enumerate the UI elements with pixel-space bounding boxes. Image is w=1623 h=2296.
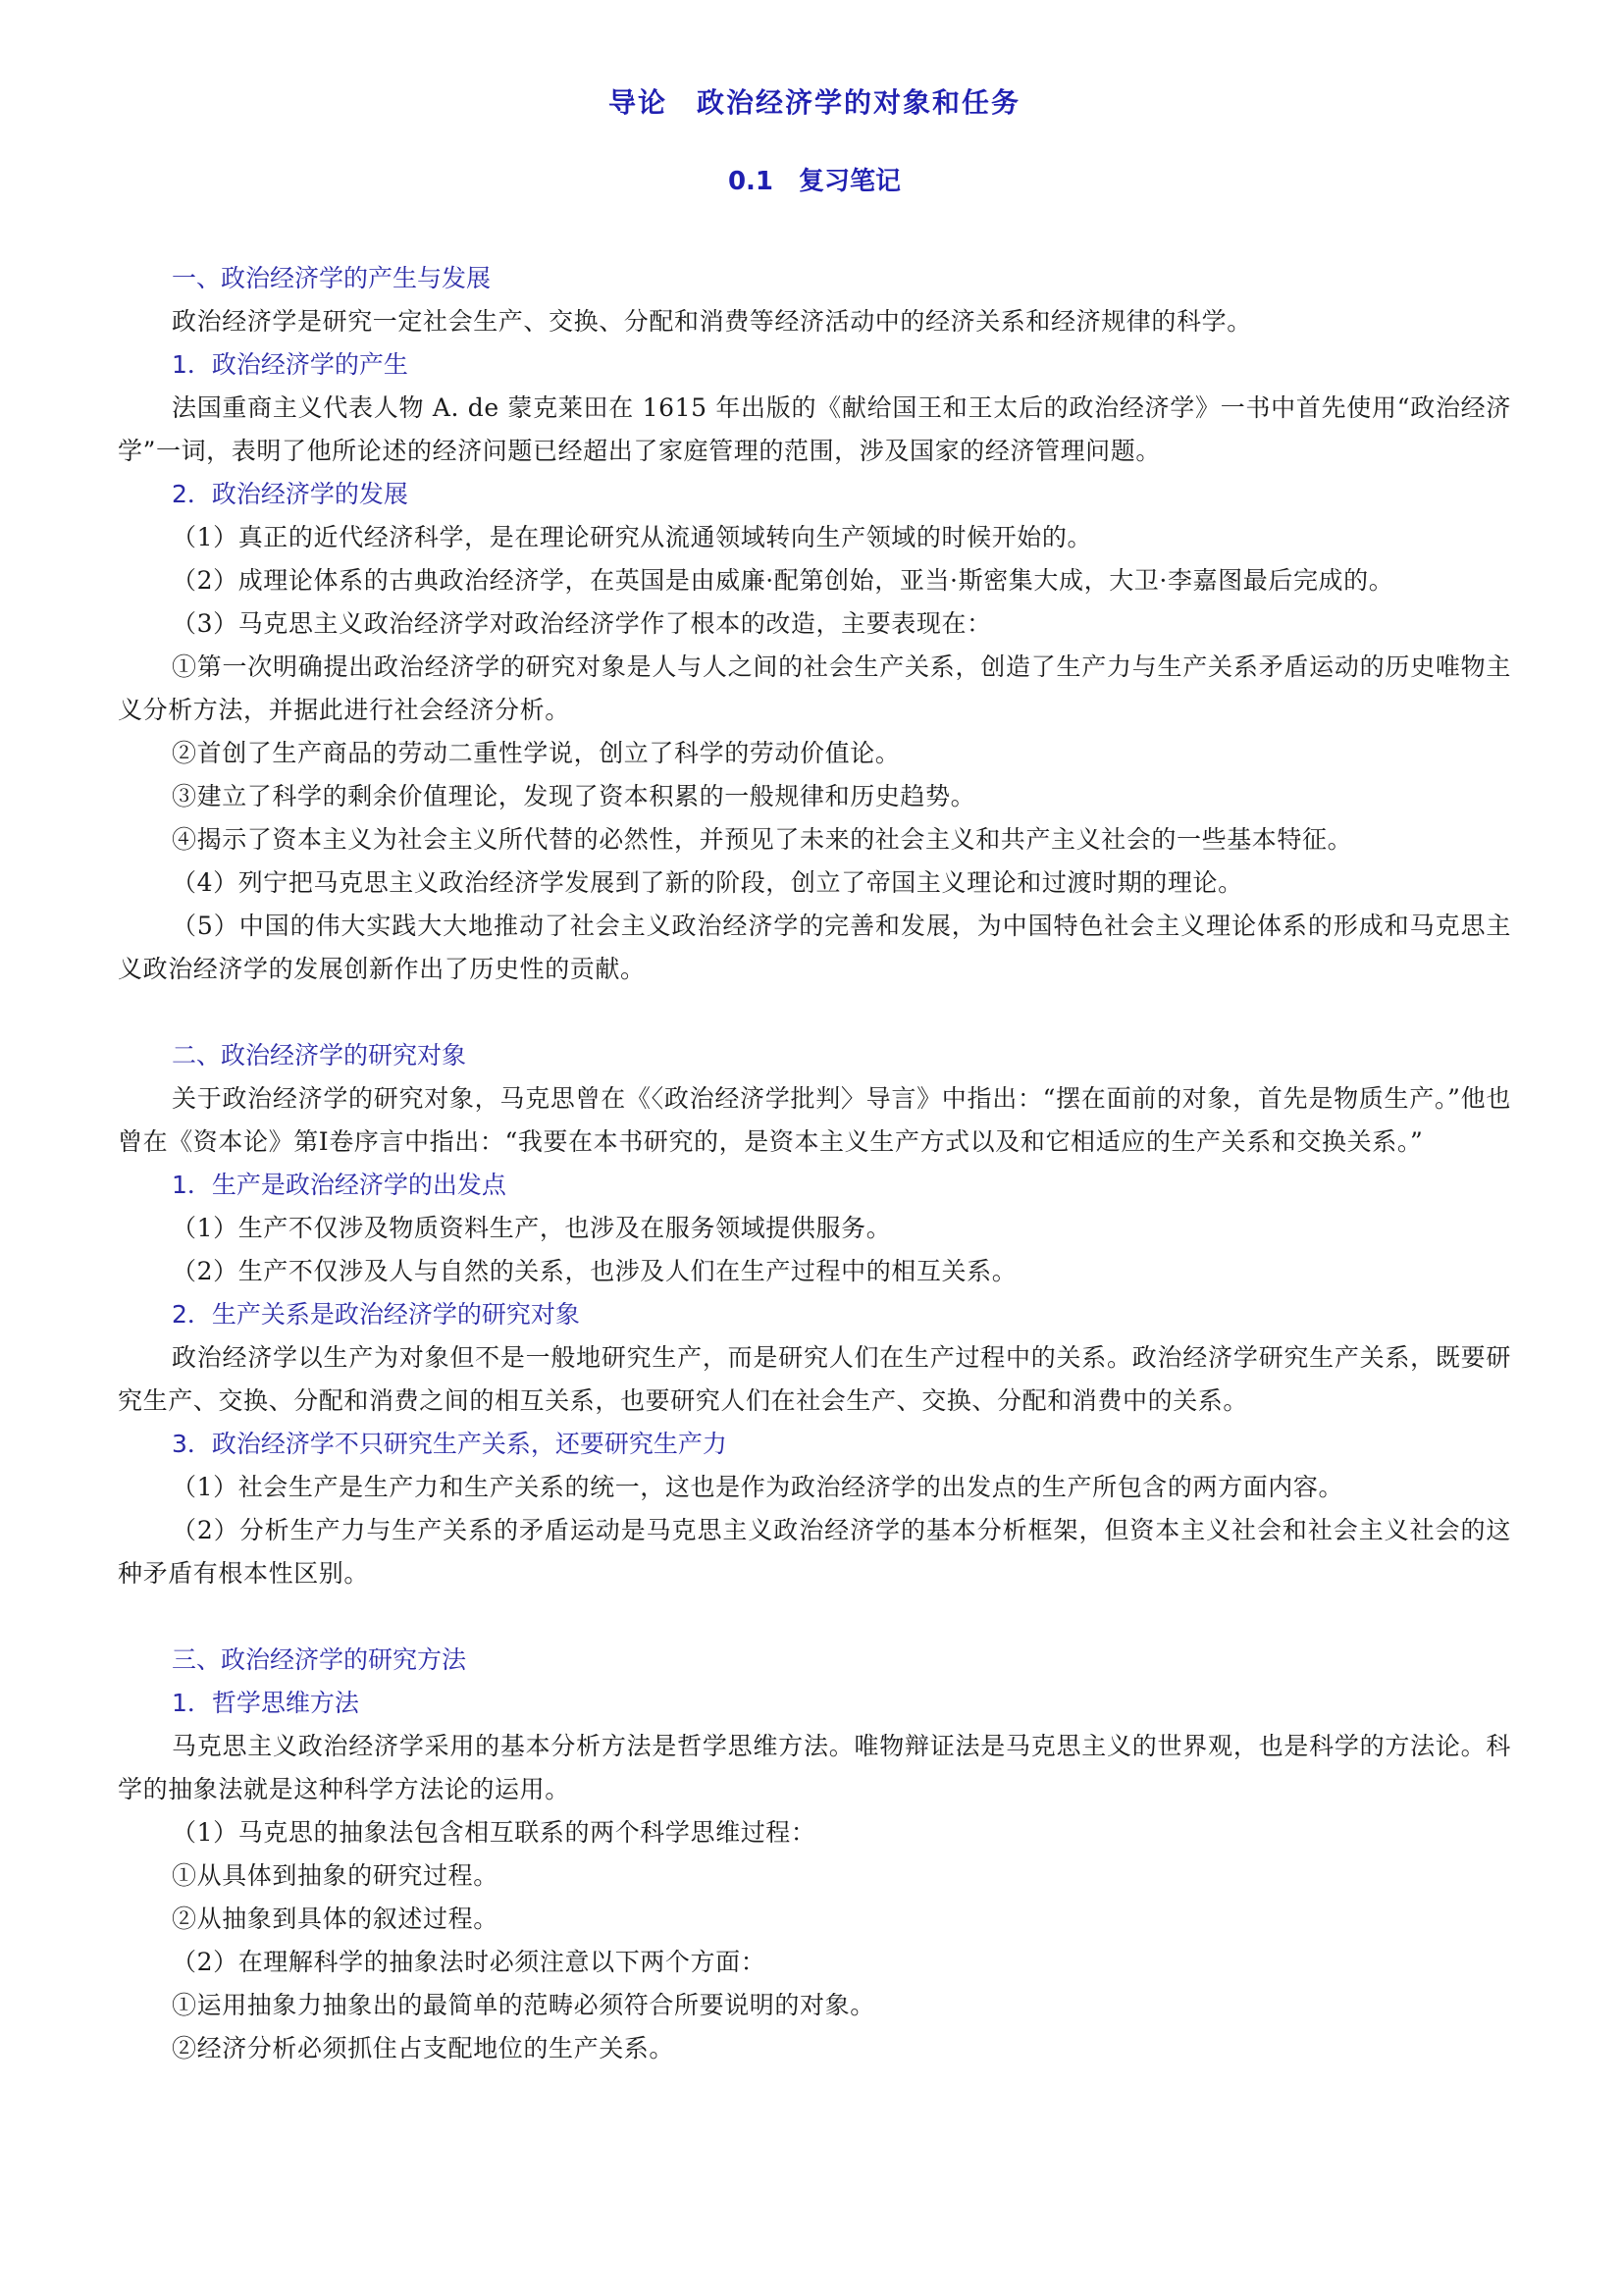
subsection-heading: 1．哲学思维方法 xyxy=(172,1689,359,1717)
document-subtitle: 0.1 复习笔记 xyxy=(727,167,902,196)
paragraph: ③建立了科学的剩余价值理论，发现了资本积累的一般规律和历史趋势。 xyxy=(172,782,976,810)
section-heading: 一、政治经济学的产生与发展 xyxy=(172,264,492,292)
paragraph: （2）在理解科学的抽象法时必须注意以下两个方面： xyxy=(172,1948,766,1976)
paragraph: 政治经济学是研究一定社会生产、交换、分配和消费等经济活动中的经济关系和经济规律的科学。 xyxy=(172,307,1252,336)
paragraph: （4）列宁把马克思主义政治经济学发展到了新的阶段，创立了帝国主义理论和过渡时期的理论。 xyxy=(172,868,1243,897)
paragraph: （1）生产不仅涉及物质资料生产，也涉及在服务领域提供服务。 xyxy=(172,1214,892,1242)
subsection-heading: 2．政治经济学的发展 xyxy=(172,480,408,508)
paragraph: ①从具体到抽象的研究过程。 xyxy=(172,1861,498,1890)
section-heading: 二、政治经济学的研究对象 xyxy=(172,1041,467,1070)
paragraph: 政治经济学以生产为对象但不是一般地研究生产，而是研究人们在生产过程中的关系。政治经济学研究生产关系，既要研究生产、交换、分配和消费之间的相互关系，也要研究人们在社会生产、交换、分配和消费中的关系。 xyxy=(118,1343,1511,1415)
paragraph: （1）真正的近代经济科学，是在理论研究从流通领域转向生产领域的时候开始的。 xyxy=(172,523,1093,551)
paragraph: （2）成理论体系的古典政治经济学，在英国是由威廉·配第创始，亚当·斯密集大成，大卫·李嘉图最后完成的。 xyxy=(172,566,1394,595)
subsection-heading: 1．政治经济学的产生 xyxy=(172,350,408,379)
paragraph: 马克思主义政治经济学采用的基本分析方法是哲学思维方法。唯物辩证法是马克思主义的世界观，也是科学的方法论。科学的抽象法就是这种科学方法论的运用。 xyxy=(118,1732,1511,1803)
paragraph: （5）中国的伟大实践大大地推动了社会主义政治经济学的完善和发展，为中国特色社会主义理论体系的形成和马克思主义政治经济学的发展创新作出了历史性的贡献。 xyxy=(118,912,1511,983)
paragraph: （1）社会生产是生产力和生产关系的统一，这也是作为政治经济学的出发点的生产所包含的两方面内容。 xyxy=(172,1473,1344,1501)
paragraph: （3）马克思主义政治经济学对政治经济学作了根本的改造，主要表现在： xyxy=(172,609,992,638)
document-page xyxy=(118,78,1511,2070)
paragraph: 关于政治经济学的研究对象，马克思曾在《〈政治经济学批判〉导言》中指出：“摆在面前的对象，首先是物质生产。”他也曾在《资本论》第Ⅰ卷序言中指出：“我要在本书研究的，是资本主义生产方式以及和它相适应的生产关系和交换关系。” xyxy=(118,1084,1511,1156)
document-body xyxy=(118,257,1511,2070)
paragraph: ②经济分析必须抓住占支配地位的生产关系。 xyxy=(172,2034,675,2062)
subsection-heading: 3．政治经济学不只研究生产关系，还要研究生产力 xyxy=(172,1430,727,1458)
section-gap xyxy=(118,1595,1511,1639)
subsection-heading: 2．生产关系是政治经济学的研究对象 xyxy=(172,1300,580,1329)
paragraph: ②首创了生产商品的劳动二重性学说，创立了科学的劳动价值论。 xyxy=(172,739,901,767)
paragraph: ④揭示了资本主义为社会主义所代替的必然性，并预见了未来的社会主义和共产主义社会的一些基本特征。 xyxy=(172,825,1353,854)
section-gap xyxy=(118,991,1511,1034)
paragraph: ①运用抽象力抽象出的最简单的范畴必须符合所要说明的对象。 xyxy=(172,1991,875,2019)
paragraph: （2）分析生产力与生产关系的矛盾运动是马克思主义政治经济学的基本分析框架，但资本主义社会和社会主义社会的这种矛盾有根本性区别。 xyxy=(118,1516,1511,1588)
paragraph: ②从抽象到具体的叙述过程。 xyxy=(172,1905,498,1933)
document-title: 导论 政治经济学的对象和任务 xyxy=(607,86,1021,119)
paragraph: （2）生产不仅涉及人与自然的关系，也涉及人们在生产过程中的相互关系。 xyxy=(172,1257,1018,1285)
paragraph: （1）马克思的抽象法包含相互联系的两个科学思维过程： xyxy=(172,1818,816,1847)
section-heading: 三、政治经济学的研究方法 xyxy=(172,1645,467,1674)
paragraph: ①第一次明确提出政治经济学的研究对象是人与人之间的社会生产关系，创造了生产力与生产关系矛盾运动的历史唯物主义分析方法，并据此进行社会经济分析。 xyxy=(118,652,1511,724)
subsection-heading: 1．生产是政治经济学的出发点 xyxy=(172,1171,506,1199)
paragraph: 法国重商主义代表人物 A. de 蒙克莱田在 1615 年出版的《献给国王和王太后的政治经济学》一书中首先使用“政治经济学”一词，表明了他所论述的经济问题已经超出了家庭管理的范围，涉及国家的经济管理问题。 xyxy=(118,393,1511,465)
